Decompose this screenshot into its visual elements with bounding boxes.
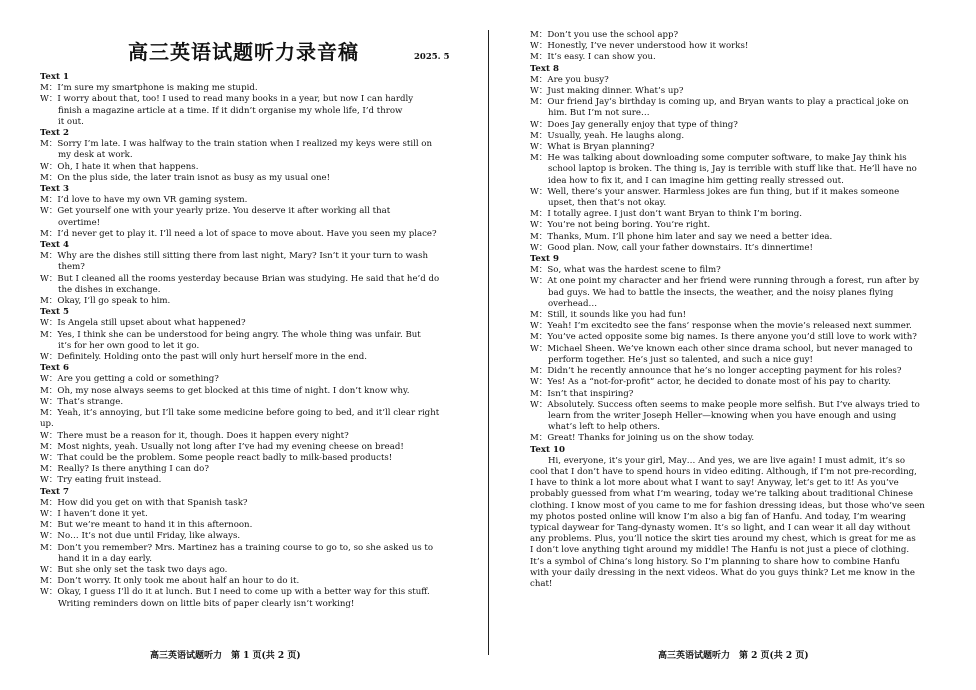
transcript-line: M：I’m sure my smartphone is making me stupid. [40, 83, 258, 94]
section-heading: Text 9 [530, 254, 559, 265]
transcript-line: upset, then that’s not okay. [548, 198, 667, 209]
section-heading: Text 5 [40, 307, 69, 318]
transcript-line: W：Are you getting a cold or something? [40, 374, 219, 385]
transcript-line: W：I haven’t done it yet. [40, 508, 148, 519]
transcript-line: W：Definitely. Holding onto the past will only hurt herself more in the end. [40, 352, 367, 363]
transcript-line: the dishes in exchange. [58, 284, 161, 295]
transcript-line: W：Get yourself one with your yearly prize. You deserve it after working all that [40, 206, 391, 217]
section-heading: Text 4 [40, 240, 69, 251]
transcript-line: M：I’d love to have my own VR gaming system. [40, 195, 248, 206]
transcript-line: W：Good plan. Now, call your father downstairs. It’s dinnertime! [530, 242, 813, 253]
transcript-line: M：Most nights, yeah. Usually not long after I’ve had my evening cheese on bread! [40, 441, 404, 452]
transcript-line: I don’t love anything tight around my middle! The Hanfu is not just a piece of clothing. [530, 545, 910, 556]
transcript-line: M：Don’t you remember? Mrs. Martinez has a training course to go to, so she asked us to [40, 542, 434, 553]
transcript-line: my photos posted online will know I’m also a big fan of Hanfu. And today, I’m wearing [530, 511, 906, 522]
transcript-line: M：I’d never get to play it. I’ll need a lot of space to move about. Have you seen my place? [40, 228, 437, 239]
transcript-line: cool that I don’t have to spend hours in video editing. Although, if I’m not pre-recording, [530, 466, 917, 477]
transcript-line: Writing reminders down on little bits of paper clearly isn’t working! [58, 598, 355, 609]
transcript-line: W：I worry about that, too! I used to read many books in a year, but now I can hardly [40, 94, 414, 105]
transcript-line: W：You’re not being boring. You’re right. [530, 220, 711, 231]
transcript-line: M：Really? Is there anything I can do? [40, 464, 209, 475]
page-header [40, 30, 450, 72]
transcript-line: chat! [530, 578, 553, 589]
transcript-line: W：Yes! As a “not-for-profit” actor, he decided to donate most of his pay to charity. [530, 377, 891, 388]
transcript-line: W：Just making dinner. What’s up? [530, 86, 684, 97]
transcript-line: any problems. Plus, you’ll notice the skirt ties around my chest, which is great for me as [530, 534, 916, 545]
left-transcript [40, 72, 450, 610]
transcript-line: W：But she only set the task two days ago. [40, 564, 228, 575]
transcript-line: M：Why are the dishes still sitting there from last night, Mary? Isn’t it your turn to wash [40, 251, 429, 262]
transcript-line: W：There must be a reason for it, though. Does it happen every night? [40, 430, 349, 441]
transcript-line: W：At one point my character and her friend were running through a forest, run after by [530, 276, 920, 287]
left-column [40, 30, 450, 610]
section-heading: Text 8 [530, 63, 559, 74]
transcript-line: W：Oh, I hate it when that happens. [40, 161, 199, 172]
date-label: 2025. 5 [414, 52, 450, 62]
transcript-line: my desk at work. [58, 150, 133, 161]
transcript-line: W：Well, there’s your answer. Harmless jokes are fun thing, but if it makes someone [530, 186, 900, 197]
transcript-line: M：Isn’t that inspiring? [530, 388, 634, 399]
transcript-line: M：So, what was the hardest scene to film? [530, 265, 721, 276]
page-title: 高三英语试题听力录音稿 [128, 40, 359, 64]
transcript-line: M：It’s easy. I can show you. [530, 52, 656, 63]
transcript-line: M：Are you busy? [530, 74, 609, 85]
transcript-line: M：Great! Thanks for joining us on the show today. [530, 433, 755, 444]
transcript-line: W：What is Bryan planning? [530, 142, 655, 153]
transcript-line: W：No… It’s not due until Friday, like always. [40, 531, 241, 542]
transcript-line: M：Our friend Jay’s birthday is coming up, and Bryan wants to play a practical joke on [530, 97, 909, 108]
transcript-line: M：I totally agree. I just don’t want Bryan to think I’m boring. [530, 209, 802, 220]
transcript-line: W：That could be the problem. Some people react badly to milk-based products! [40, 452, 393, 463]
transcript-line: Hi, everyone, it’s your girl, May… And yes, we are live again! I must admit, it’s so [548, 455, 906, 466]
transcript-line: probably guessed from what I’m wearing, today we’re talking about traditional Chinese [530, 489, 913, 500]
transcript-line: them? [58, 262, 85, 273]
transcript-line: M：Sorry I’m late. I was halfway to the train station when I realized my keys were still on [40, 139, 433, 150]
transcript-line: It’s a symbol of China’s long history. So I’m planning to share how to combine Hanfu [530, 556, 900, 567]
right-column [530, 30, 940, 590]
transcript-line: W：Try eating fruit instead. [40, 475, 162, 486]
transcript-line: W：That’s strange. [40, 396, 124, 407]
transcript-line: M：Yes, I think she can be understood for being angry. The whole thing was unfair. But [40, 329, 421, 340]
transcript-line: perform together. He’s just so talented, and such a nice guy! [548, 354, 813, 365]
transcript-line: W：Does Jay generally enjoy that type of thing? [530, 119, 738, 130]
transcript-line: hand it in a day early. [58, 553, 152, 564]
section-heading: Text 1 [40, 72, 69, 82]
transcript-line: it’s for her own good to let it go. [58, 340, 200, 351]
transcript-line: W：Michael Sheen. We’ve known each other since drama school, but never managed to [530, 343, 913, 354]
transcript-line: M：Okay, I’ll go speak to him. [40, 296, 171, 307]
transcript-line: M：Yeah, it’s annoying, but I’ll take some medicine before going to bed, and it’ll clear right up. [40, 408, 440, 430]
transcript-line: W：Honestly, I’ve never understood how it works! [530, 41, 749, 52]
transcript-line: school laptop is broken. The thing is, Jay is terrible with stuff like that. He’ll have no [548, 164, 917, 175]
transcript-line: M：Still, it sounds like you had fun! [530, 310, 687, 321]
transcript-line: W：Absolutely. Success often seems to make people more selfish. But I’ve always tried to [530, 399, 920, 410]
transcript-line: W：But I cleaned all the rooms yesterday because Brian was studying. He said that he’d do [40, 273, 440, 284]
footer-page-2: 高三英语试题听力 第 2 页(共 2 页) [658, 651, 809, 661]
section-heading: Text 7 [40, 486, 69, 497]
transcript-line: idea how to fix it, and I can imagine him getting really stressed out. [548, 175, 844, 186]
transcript-line: W：Is Angela still upset about what happened? [40, 318, 246, 329]
transcript-line: M：Don’t worry. It only took me about half an hour to do it. [40, 576, 300, 587]
transcript-line: him. But I’m not sure… [548, 108, 650, 119]
transcript-line: what’s left to help others. [548, 422, 660, 433]
transcript-line: I have to think a lot more about what I want to say! Anyway, let’s get to it! As you’ve [530, 478, 899, 489]
footer-page-1: 高三英语试题听力 第 1 页(共 2 页) [150, 651, 301, 661]
transcript-line: clothing. I know most of you came to me for fashion dressing ideas, but those who’ve seen [530, 500, 925, 511]
transcript-line: M：Don’t you use the school app? [530, 30, 679, 40]
transcript-line: W：Okay, I guess I’ll do it at lunch. But I need to come up with a better way for this stuff. [40, 587, 430, 598]
transcript-line: overhead… [548, 298, 598, 309]
section-heading: Text 10 [530, 444, 565, 455]
column-divider [488, 30, 489, 655]
transcript-line: bad guys. We had to battle the insects, the weather, and the noisy planes flying [548, 287, 894, 298]
transcript-line: M：How did you get on with that Spanish task? [40, 497, 248, 508]
transcript-line: W：Yeah! I’m excitedto see the fans’ response when the movie’s released next summer. [530, 321, 912, 332]
transcript-line: typical daywear for Tang-dynasty women. It’s so light, and I can wear it all day without [530, 522, 911, 533]
transcript-line: learn from the writer Joseph Heller—knowing when you have enough and using [548, 410, 897, 421]
transcript-line: overtime! [58, 217, 101, 228]
transcript-line: M：Oh, my nose always seems to get blocked at this time of night. I don’t know why. [40, 385, 410, 396]
transcript-line: it out. [58, 116, 84, 127]
transcript-line: M：But we’re meant to hand it in this afternoon. [40, 520, 253, 531]
transcript-line: M：Usually, yeah. He laughs along. [530, 130, 685, 141]
section-heading: Text 6 [40, 363, 69, 374]
right-transcript [530, 30, 940, 590]
transcript-line: with your daily dressing in the next videos. What do you guys think? Let me know in the [530, 567, 915, 578]
section-heading: Text 2 [40, 128, 69, 139]
transcript-line: finish a magazine article at a time. If it didn’t organise my whole life, I’d throw [58, 105, 403, 116]
transcript-line: M：You’ve acted opposite some big names. Is there anyone you’d still love to work with? [530, 332, 917, 343]
transcript-line: M：Thanks, Mum. I’ll phone him later and say we need a better idea. [530, 231, 833, 242]
transcript-line: M：On the plus side, the later train isnot as busy as my usual one! [40, 172, 331, 183]
transcript-line: M：He was talking about downloading some computer software, to make Jay think his [530, 153, 907, 164]
transcript-line: M：Didn’t he recently announce that he’s no longer accepting payment for his roles? [530, 366, 902, 377]
section-heading: Text 3 [40, 184, 69, 195]
